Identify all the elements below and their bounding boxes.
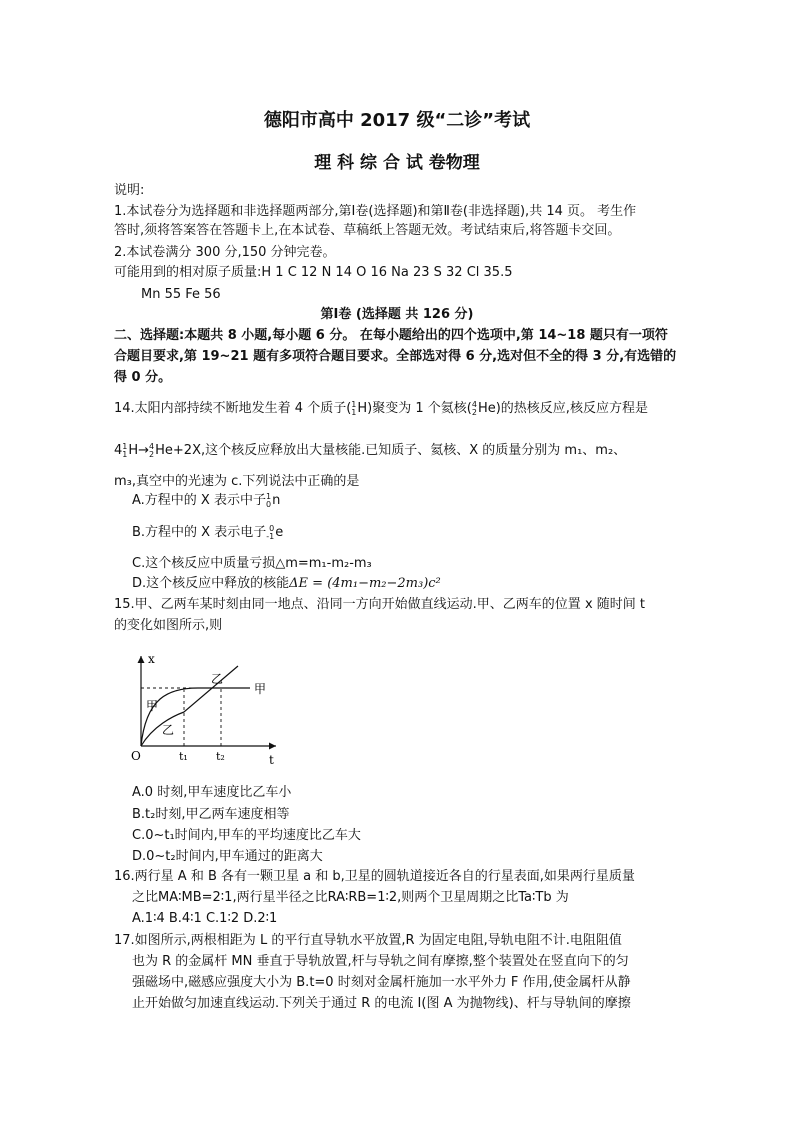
instructions-line-1: 1.本试卷分为选择题和非选择题两部分,第Ⅰ卷(选择题)和第Ⅱ卷(非选择题),共 14 页。 考生作 [114,204,637,219]
q15-option-d[interactable]: D.0~t₂时间内,甲车通过的距离大 [132,849,323,864]
q15-option-c[interactable]: C.0~t₁时间内,甲车的平均速度比乙车大 [132,828,361,843]
q14-stem-line-3: m₃,真空中的光速为 c.下列说法中正确的是 [114,474,360,489]
t-axis-label: t [269,753,274,767]
atomic-mass-line: 可能用到的相对原子质量:H 1 C 12 N 14 O 16 Na 23 S 32 Cl 35.5 [114,265,513,280]
q14-option-d[interactable]: D.这个核反应中释放的核能ΔE = (4m₁−m₂−2m₃)c² [132,576,441,591]
q16-stem-line-2: 之比MA∶MB=2∶1,两行星半径之比RA∶RB=1∶2,则两个卫星周期之比Ta∶Tb 为 [132,890,569,905]
q17-stem-line-3: 强磁场中,磁感应强度大小为 B.t=0 时刻对金属杆施加一水平外力 F 作用,使金属杆从静 [132,975,631,990]
x-axis-label: x [148,652,155,666]
instructions-label: 说明: [114,183,145,198]
q14-option-b[interactable]: B.方程中的 X 表示电子 0 -1 e [132,523,284,541]
exam-subtitle: 理 科 综 合 试 卷物理 [314,153,480,173]
q17-stem-line-4: 止开始做匀加速直线运动.下列关于通过 R 的电流 I(图 A 为抛物线)、杆与导轨间的摩擦 [132,996,631,1011]
q14-option-c[interactable]: C.这个核反应中质量亏损△m=m₁-m₂-m₃ [132,556,372,571]
q15-stem-line-1: 15.甲、乙两车某时刻由同一地点、沿同一方向开始做直线运动.甲、乙两车的位置 x 随时间 t [114,597,645,612]
section-intro-2: 合题目要求,第 19~21 题有多项符合题目要求。全部选对得 6 分,选对但不全的得 3 分,有选错的 [114,349,677,364]
section-intro-3: 得 0 分。 [114,370,172,385]
instructions-line-2: 答时,须将答案答在答题卡上,在本试卷、草稿纸上答题无效。考试结束后,将答题卡交回。 [114,223,621,238]
instructions-line-3: 2.本试卷满分 300 分,150 分钟完卷。 [114,245,336,260]
label-yi-upper: 乙 [211,672,224,686]
t1-label: t₁ [179,750,188,763]
q16-options[interactable]: A.1∶4 B.4∶1 C.1∶2 D.2∶1 [132,911,278,926]
curve-jia [141,688,250,746]
q16-stem-line-1: 16.两行星 A 和 B 各有一颗卫星 a 和 b,卫星的圆轨道接近各自的行星表面,如果两行星质量 [114,869,635,884]
section-intro-1: 二、选择题:本题共 8 小题,每小题 6 分。 在每小题给出的四个选项中,第 14~18 题只有一项符 [114,328,668,343]
q17-stem-line-2: 也为 R 的金属杆 MN 垂直于导轨放置,杆与导轨之间有摩擦,整个装置处在竖直向下的匀 [132,954,629,969]
q14-option-d-formula: ΔE = (4m₁−m₂−2m₃)c² [289,576,441,591]
t2-label: t₂ [216,750,225,763]
exam-title: 德阳市高中 2017 级“二诊”考试 [263,110,531,131]
q15-stem-line-2: 的变化如图所示,则 [114,618,223,633]
q15-figure [128,648,288,774]
origin-label: O [131,749,141,763]
q14-stem-line-1: 14.太阳内部持续不断地发生着 4 个质子( 1 1 H)聚变为 1 个氦核( 4 2 He)的热核反应,核反应方程是 [114,399,648,417]
label-jia-right: 甲 [254,682,267,696]
q14-option-a[interactable]: A.方程中的 X 表示中子 1 0 n [132,491,281,509]
q15-option-a[interactable]: A.0 时刻,甲车速度比乙车小 [132,785,292,800]
q17-stem-line-1: 17.如图所示,两根相距为 L 的平行直导轨水平放置,R 为固定电阻,导轨电阻不计.电阻阻值 [114,933,622,948]
section-heading: 第Ⅰ卷 (选择题 共 126 分) [320,307,474,322]
q14-stem-line-2: 4 1 1 H→ 4 2 He+2X,这个核反应释放出大量核能.已知质子、氦核、X 的质量分别为 m₁、m₂、 [114,441,627,459]
label-jia-left: 甲 [146,699,159,713]
q15-option-b[interactable]: B.t₂时刻,甲乙两车速度相等 [132,807,290,822]
atomic-mass-line-2: Mn 55 Fe 56 [141,287,221,302]
label-yi-lower: 乙 [162,723,175,737]
